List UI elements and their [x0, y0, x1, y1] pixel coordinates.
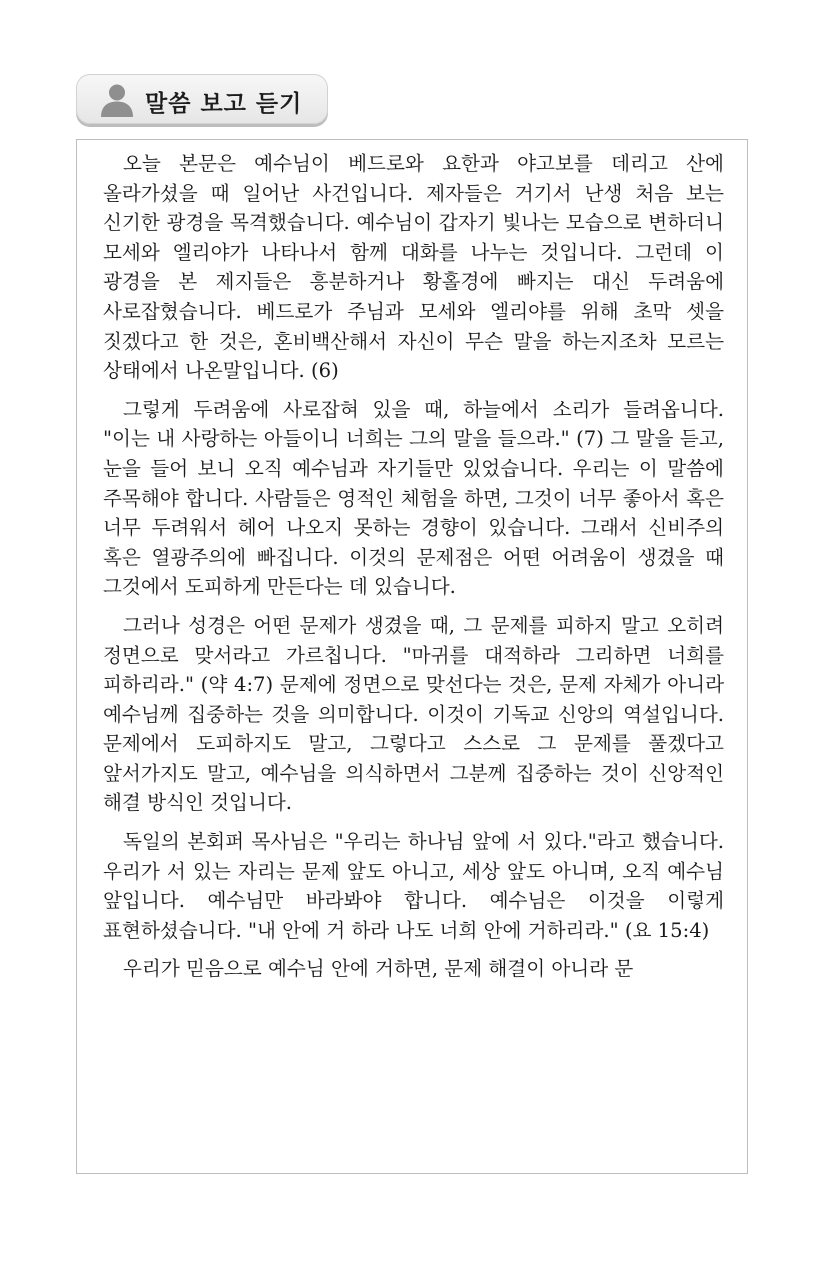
paragraph-5: 우리가 믿음으로 예수님 안에 거하면, 문제 해결이 아니라 문: [123, 957, 634, 981]
section-header-tab: [76, 74, 328, 124]
paragraph-1: 오늘 본문은 예수님이 베드로와 요한과 야고보를 데리고 산에 올라가셨을 때 일어난 사건입니다. 제자들은 거기서 난생 처음 보는 신기한 광경을 목격했습니다. 예수님이 갑자기 빛나는 모습으로 변하더니 모세와 엘리야가 나타나서 함께 대화를 나누는 것입니다. 그런데 이 광경을 본 제지들은 흥분하거나 황홀경에 빠지는 대신 두려움에 사로잡혔습니다. 베드로가 주님과 모세와 엘리야를 위해 초막 셋을 짓겠다고 한 것은, 혼비백산해서 자신이 무슨 말을 하는지조차 모르는 상태에서 나온말입니다. (6): [103, 152, 724, 383]
sermon-text-box: [76, 139, 748, 1174]
paragraph-2: 그렇게 두려움에 사로잡혀 있을 때, 하늘에서 소리가 들려옵니다. "이는 내 사랑하는 아들이니 너희는 그의 말을 들으라." (7) 그 말을 듣고, 눈을 들어 보니 오직 예수님과 자기들만 있었습니다. 우리는 이 말씀에 주목해야 합니다. 사람들은 영적인 체험을 하면, 그것이 너무 좋아서 혹은 너무 두려워서 헤어 나오지 못하는 경향이 있습니다. 그래서 신비주의 혹은 열광주의에 빠집니다. 이것의 문제점은 어떤 어려움이 생겼을 때 그것에서 도피하게 만든다는 데 있습니다.: [103, 397, 724, 599]
paragraph-3: 그러나 성경은 어떤 문제가 생겼을 때, 그 문제를 피하지 말고 오히려 정면으로 맞서라고 가르칩니다. "마귀를 대적하라 그리하면 너희를 피하리라." (약 4:7) 문제에 정면으로 맞선다는 것은, 문제 자체가 아니라 예수님께 집중하는 것을 의미합니다. 이것이 기독교 신앙의 역설입니다. 문제에서 도피하지도 말고, 그렇다고 스스로 그 문제를 풀겠다고 앞서가지도 말고, 예수님을 의식하면서 그분께 집중하는 것이 신앙적인 해결 방식인 것입니다.: [103, 613, 724, 815]
paragraph-4: 독일의 본회퍼 목사님은 "우리는 하나님 앞에 서 있다."라고 했습니다. 우리가 서 있는 자리는 문제 앞도 아니고, 세상 앞도 아니며, 오직 예수님 앞입니다. 예수님만 바라봐야 합니다. 예수님은 이것을 이렇게 표현하셨습니다. "내 안에 거 하라 나도 너희 안에 거하리라." (요 15:4): [103, 830, 724, 942]
person-icon: [99, 83, 135, 117]
section-title: 말씀 보고 듣기: [145, 91, 303, 117]
